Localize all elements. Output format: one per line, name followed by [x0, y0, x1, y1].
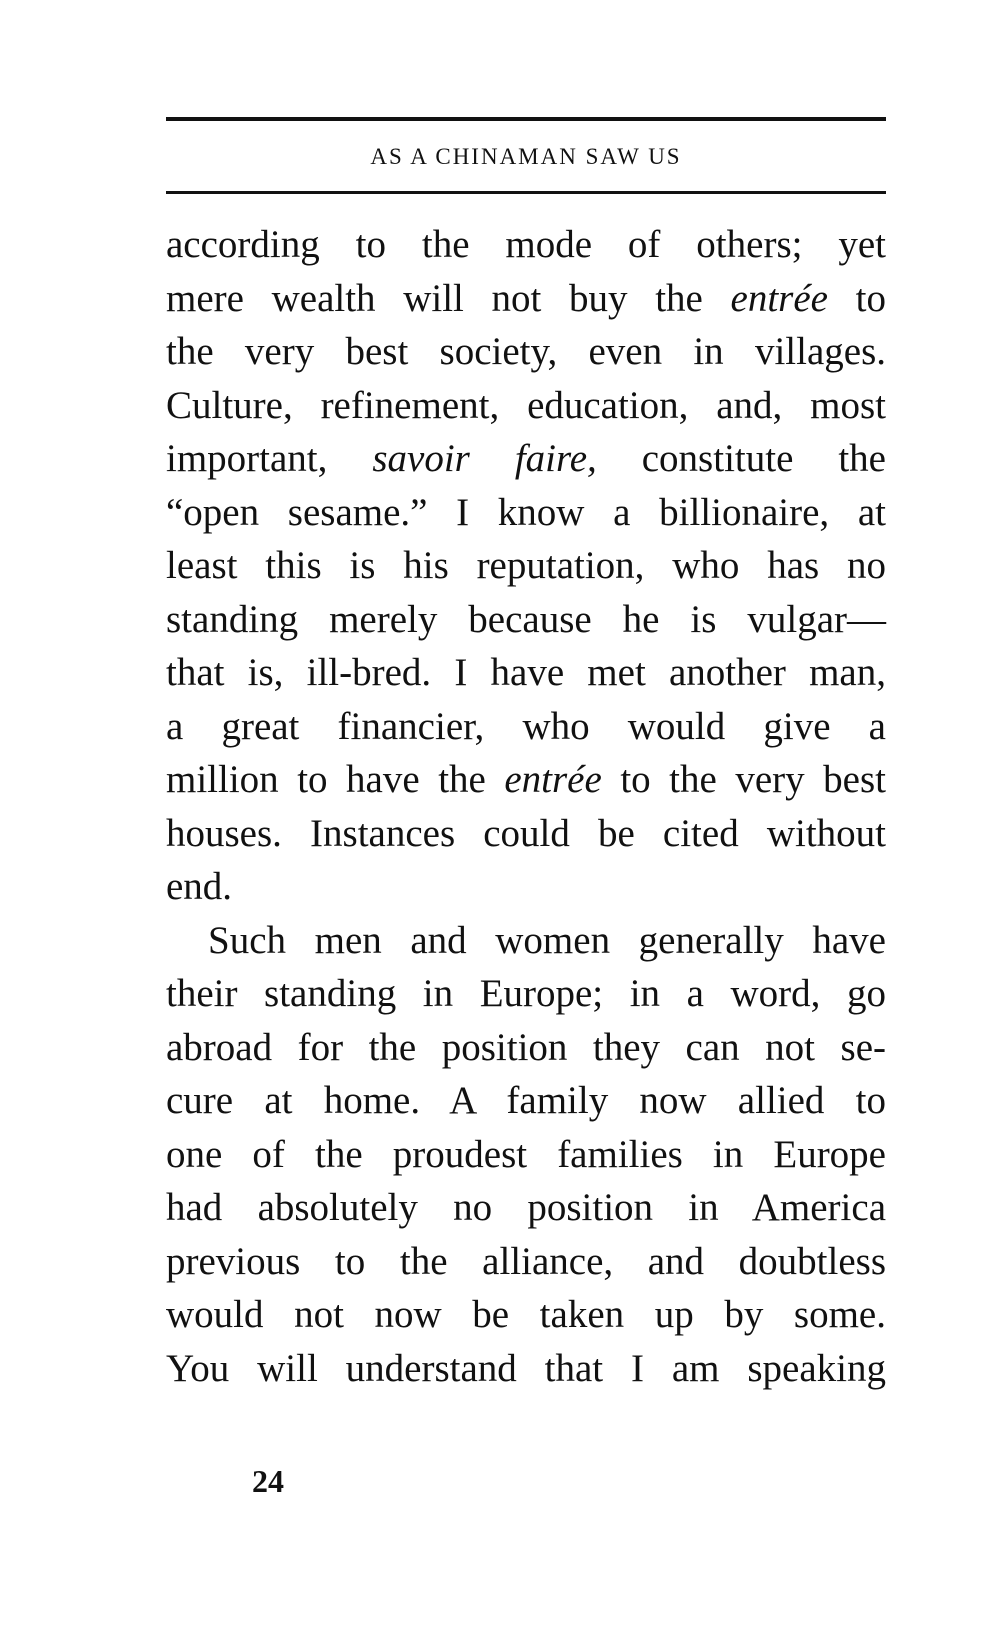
page-body — [166, 218, 886, 1395]
paragraph-2 — [166, 914, 886, 1396]
text-line: cure at home. A family now allied to — [166, 1079, 886, 1122]
text-line — [166, 272, 886, 326]
page-number: 24 — [252, 1463, 284, 1499]
text-line: would not now be taken up by some. — [166, 1293, 886, 1336]
text-line — [166, 432, 886, 486]
text-line: houses. Instances could be cited without — [166, 811, 886, 855]
italic-phrase: savoir faire, — [372, 437, 597, 480]
italic-phrase: entrée — [730, 276, 828, 320]
text-line: Culture, refinement, education, and, most — [166, 383, 886, 427]
text-segment: million to have the — [166, 758, 505, 801]
header-top-rule — [166, 117, 886, 121]
text-line: You will understand that I am speaking — [166, 1346, 886, 1390]
text-line: previous to the alliance, and doubtless — [166, 1239, 886, 1283]
text-line: a great financier, who would give a — [166, 704, 886, 748]
text-line: standing merely because he is vulgar— — [166, 597, 886, 641]
italic-phrase: entrée — [504, 758, 602, 801]
text-line: one of the proudest families in Europe — [166, 1132, 886, 1176]
running-head: AS A CHINAMAN SAW US — [370, 144, 682, 169]
text-line: end. — [166, 865, 233, 908]
paragraph-1 — [166, 218, 886, 914]
text-line: their standing in Europe; in a word, go — [166, 972, 886, 1015]
text-line — [166, 753, 886, 807]
text-line: that is, ill-bred. I have met another man, — [166, 651, 886, 694]
text-segment: important, — [166, 437, 373, 480]
text-line: least this is his reputation, who has no — [166, 544, 886, 587]
text-segment: constitute the — [596, 437, 886, 480]
text-line: had absolutely no position in America — [166, 1186, 886, 1229]
text-segment: mere wealth will not buy the — [166, 276, 731, 320]
text-segment: to the very best — [601, 758, 886, 801]
text-line: the very best society, even in villages. — [166, 330, 886, 373]
text-line: Such men and women generally have — [208, 918, 886, 962]
text-line: abroad for the position they can not se- — [166, 1025, 886, 1069]
text-line: according to the mode of others; yet — [166, 223, 886, 266]
text-segment: to — [827, 276, 886, 320]
header-bottom-rule — [166, 191, 886, 194]
text-line: “open sesame.” I know a billionaire, at — [166, 490, 886, 534]
